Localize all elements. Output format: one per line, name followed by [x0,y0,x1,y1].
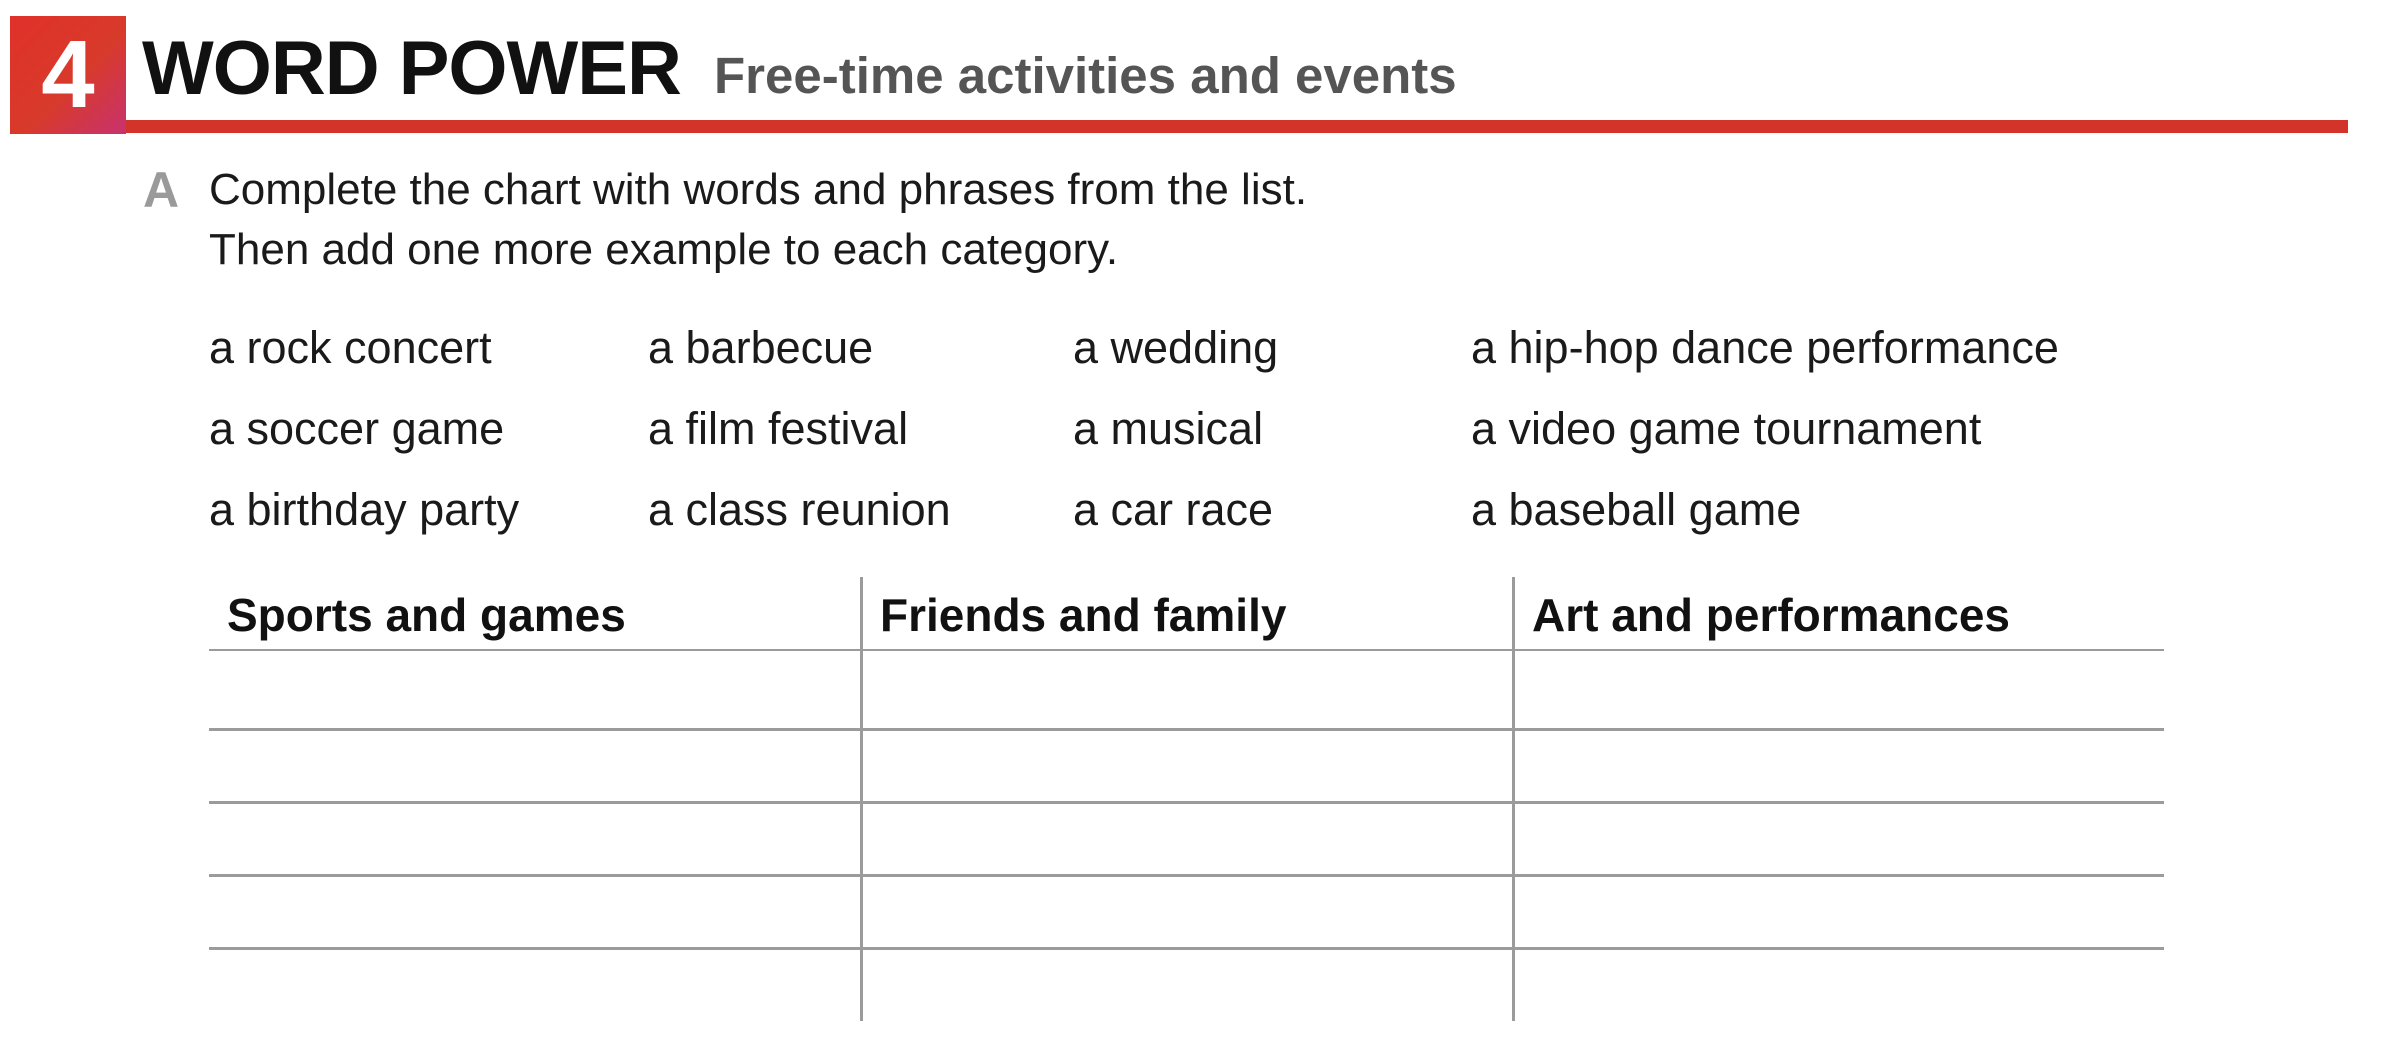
exercise-instructions [209,160,1307,280]
word-item: a baseball game [1471,484,1802,535]
exercise-letter: A [143,162,180,218]
section-subtitle: Free-time activities and events [714,47,1457,104]
answer-cell-sports[interactable] [209,950,857,1020]
header-divider [126,120,2348,133]
section-title: WORD POWER [142,26,681,111]
answer-cell-friends[interactable] [863,731,1511,801]
answer-cell-friends[interactable] [863,651,1511,721]
word-item: a soccer game [209,403,505,454]
answer-cell-sports[interactable] [209,651,857,721]
word-list [209,314,2209,557]
chart-column-title-friends: Friends and family [880,589,1287,641]
section-number: 4 [41,21,95,128]
answer-cell-art[interactable] [1515,651,2163,721]
answer-cell-friends[interactable] [863,804,1511,874]
answer-cell-art[interactable] [1515,804,2163,874]
word-item: a car race [1073,484,1274,535]
answer-cell-sports[interactable] [209,877,857,947]
answer-cell-sports[interactable] [209,731,857,801]
answer-cell-friends[interactable] [863,877,1511,947]
category-chart [209,577,2164,1021]
word-item: a video game tournament [1471,403,1982,454]
answer-cell-art[interactable] [1515,731,2163,801]
answer-cell-art[interactable] [1515,877,2163,947]
word-item: a rock concert [209,322,492,373]
word-list-row [209,476,2209,557]
word-item: a barbecue [648,322,874,373]
chart-column-title-art: Art and performances [1532,589,2011,641]
word-list-row [209,395,2209,476]
answer-cell-friends[interactable] [863,950,1511,1020]
answer-cell-sports[interactable] [209,804,857,874]
instruction-line: Then add one more example to each category. [209,225,1119,274]
chart-column-title-sports: Sports and games [227,589,626,641]
word-item: a wedding [1073,322,1279,373]
word-item: a birthday party [209,484,520,535]
instruction-line: Complete the chart with words and phrases from the list. [209,165,1308,214]
word-item: a class reunion [648,484,951,535]
chart-header-row [209,577,2164,651]
answer-cell-art[interactable] [1515,950,2163,1020]
section-number-badge [10,16,126,134]
word-list-row [209,314,2209,395]
word-item: a musical [1073,403,1264,454]
word-item: a film festival [648,403,909,454]
word-item: a hip-hop dance performance [1471,322,2059,373]
